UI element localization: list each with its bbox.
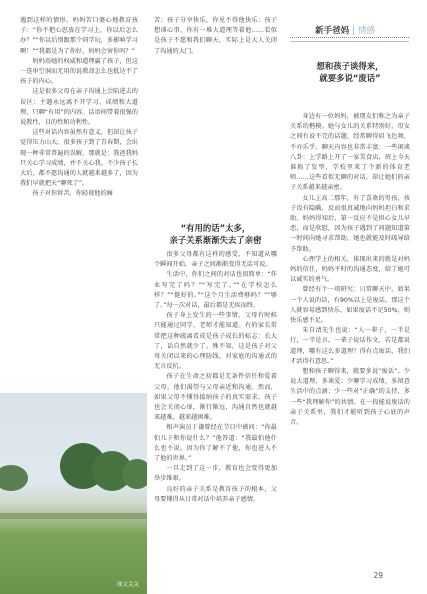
paragraph: 妈妈用她的权威和道理赢了孩子，但这一连串空洞而无用的说教却怎么也抵达不了孩子的内心。	[20, 57, 138, 86]
paragraph: 良好的亲子关系是教育孩子的根本，父母要懂得从日常对话中培养亲子感情。	[154, 485, 277, 503]
paragraph: 身边有一位妈妈，被朋友们称之为亲子关系的楷模。她与女儿的关系特别好，母女之间有说不完的话题，经常聊得眉飞色舞，不亦乐乎。聊天内容也非常丰富：一些闲谈八卦：上学路上开了一家美食店，班上今天谁换了发型，学校里来了个新的体育老师……这些看似无聊的对话，却让她们的亲子关系越来越亲密。	[290, 113, 410, 192]
photo-credit: 图文关关	[116, 582, 139, 588]
paragraph: 这是很多父母在亲子沟通上会陷进去的误区：主题永远离不开学习、成绩和大道理，只聊“有用”的内容。话语间带着很强的说教性，目的性和功利性。	[20, 88, 138, 127]
paragraph: 苦；孩子分享快乐，你见不得他快乐；孩子想谈心事，你有一堆大道理等着他……看似是孩子不愿和我们聊天，实际上是大人关闭了沟通的大门。	[154, 17, 277, 55]
paragraph: 很多父母都有这样的感受，不知道从哪个瞬间开始，亲子之间渐渐变得无话可说。	[154, 251, 277, 269]
paragraph: 孩子身上发生的一些事情，父母有时候只能通过同学、老师才能知道。有的家长常常把这种疏离看成是孩子成长的标志：长大了，话自然就少了。殊不知，这是孩子对父母关闭以来的心理防线，对家庭的沟通式的无言反抗。	[154, 312, 277, 371]
page-number: 29	[373, 571, 383, 580]
column-middle-top	[154, 16, 277, 57]
subheading-useful-words	[154, 222, 277, 246]
tree-shape	[122, 459, 147, 489]
paragraph: 生活中，你们之间的对话也很简单：“作业写完了吗？”“写完了。”“在学校怎么样？”“挺好的。”“这个月生活费够吗？”“够了。”每一次对话，最后都是无疾而终。	[154, 271, 277, 310]
paragraph: 女儿上高二那年，有了喜欢的男孩，孩子没有隐瞒，反而很真诚地向妈妈坦白和求助。妈妈得知后，第一反应不是担心女儿早恋，而是欣慰，因为孩子遇到了问题知道第一时间向她寻求帮助，她也就能及时疏导给予帮助。	[290, 194, 410, 253]
paragraph: 相声演员于谦曾经在节目中被问：“你最怕儿子和你说什么？”他答道：“我最怕他什么也不说。因为你了解不了他，你也进入不了他的世界。”	[154, 424, 277, 463]
column-middle-bottom	[154, 250, 277, 505]
header-rule	[290, 41, 409, 42]
section-header	[315, 24, 375, 36]
tree-shape	[0, 465, 28, 491]
grass-horizon	[0, 513, 147, 519]
subheading-line: 想和孩子谈得来，	[316, 61, 384, 71]
section-title: 新手爸妈	[315, 26, 350, 36]
subheading-line: 亲子关系渐渐失去了亲密	[169, 235, 262, 245]
paragraph: 孩子在生命之初都是无条件信任和爱着父母，他们渴望与父母亲近和沟通。然而，如果父母不懂得接纳孩子的真实需求，孩子也会关闭心扉，渐行渐远，沟通自然也就越来越难，越来越困难。	[154, 373, 277, 422]
paragraph: 心理学上的相关，体现出来的就是对妈妈的信任，妈妈平时的沟通态度，给了她可以诚实的勇气。	[290, 255, 410, 284]
column-left	[20, 16, 138, 200]
subheading-line: “有用的话”太多，	[180, 223, 251, 233]
paragraph: 一旦走到了这一步，教育也会变得更加举步维艰。	[154, 465, 277, 483]
paragraph: 遇到这样的情形，妈妈苦口婆心地教育孩子：“你不把心思放在学习上，你以后怎么办？”“你以后别跟那个同学玩，多影响学习啊！”“我都是为了你好，妈妈会害你吗？”	[20, 17, 138, 55]
section-subtitle: 情感	[357, 26, 375, 36]
subheading-small-talk	[290, 60, 410, 84]
paragraph: 朱自清先生也说：“人一辈子，一半是行，一半是言。一辈子说话作文，若是都说道理，哪有这么多道理？得有点废话，我们才活得有意思。”	[290, 327, 410, 365]
subheading-line: 就要多说“废话”	[319, 73, 381, 83]
header-dotted-rule	[290, 37, 409, 38]
paragraph: 想和孩子聊得来，就要多说“废话”。少说大道理，多谈爱；少聊学习成绩，多留意生活中的点滴；少一些对“正确”的支持，多一些“我理解你”的共情。在一段能说废话的亲子关系里，我们才能听到孩子心底的声音。	[290, 368, 410, 427]
park-photo	[0, 393, 147, 594]
paragraph: 曾经有个一项研究：日常聊天中，如果一个人说的话，有90%以上是废话，那这个人就容易感到快乐。如果废话不足50%，则快乐感不足。	[290, 286, 410, 325]
section-separator: |	[352, 26, 356, 36]
paragraph: 孩子对你诉苦，你轻视他的痛	[32, 190, 113, 198]
column-right	[290, 112, 410, 428]
paragraph: 这些对话内容虽然有意义，但却让孩子觉得压力山大。很多孩子到了青春期，会出现一种非常普遍的误解，那就是：我爸我妈只关心学习成绩，并不关心我。不少孩子长大后，都不愿沟通的人就越来越多了，因为我们早就把天“聊死了”。	[20, 129, 138, 188]
